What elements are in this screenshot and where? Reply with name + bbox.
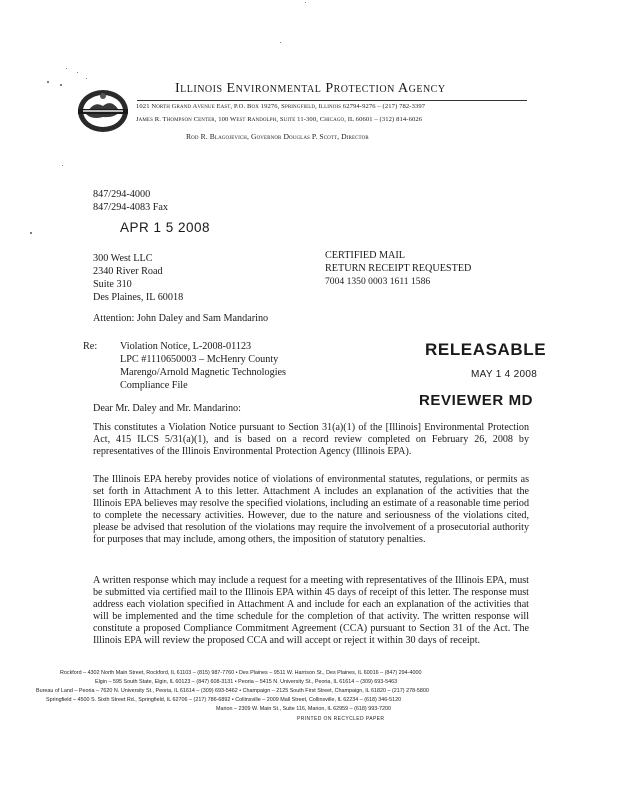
re-line-1: Violation Notice, L-2008-01123 — [120, 341, 252, 352]
releasable-stamp: RELEASABLE — [425, 340, 547, 359]
re-line-3: Marengo/Arnold Magnetic Technologies — [120, 367, 287, 378]
recipient-street: 2340 River Road — [93, 266, 163, 277]
release-date-stamp: MAY 1 4 2008 — [471, 369, 538, 380]
re-line-4: Compliance File — [120, 380, 188, 391]
footer-line-3: Bureau of Land – Peoria – 7620 N. University St., Peoria, IL 61614 – (309) 693-5462 • Champaign – 2125 South First Street, Champaign, IL 61820 – (217) 278-5800 — [36, 688, 429, 694]
phone-number: 847/294-4000 — [93, 189, 151, 200]
header-rule — [137, 100, 527, 101]
footer-line-2: Elgin – 595 South State, Elgin, IL 60123 – (847) 608-3131 • Peoria – 5415 N. University St., Peoria, IL 61614 – (309) 693-5463 — [95, 679, 398, 685]
illinois-epa-seal-icon — [74, 84, 132, 136]
certified-mail: CERTIFIED MAIL — [325, 250, 406, 261]
paragraph-2: The Illinois EPA hereby provides notice of violations of environmental statutes, regulations, or permits as set forth in Attachment A to this letter. Attachment A includes an explanation of the activities that the Illinois EPA believes may resolve the specified violations, including an estimate of a reasonable time period to complete the necessary activities. However, due to the nature and seriousness of the violations cited, please be advised that resolution of the violations may require the involvement of a prosecutorial authority for purposes that may include, among others, the imposition of statutory penalties. — [93, 474, 529, 546]
return-receipt: RETURN RECEIPT REQUESTED — [325, 263, 472, 274]
agency-name: Illinois Environmental Protection Agency — [175, 81, 446, 96]
agency-officials: Rod R. Blagojevich, Governor Douglas P. Scott, Director — [186, 132, 369, 141]
footer-line-1: Rockford – 4302 North Main Street, Rockford, IL 61103 – (815) 987-7760 • Des Plaines – 9511 W. Harrison St., Des Plaines, IL 60016 – (847) 294-4000 — [60, 670, 422, 676]
reviewer-stamp: REVIEWER MD — [419, 392, 534, 409]
recycled-paper-note: PRINTED ON RECYCLED PAPER — [297, 716, 385, 722]
date-stamp: APR 1 5 2008 — [120, 220, 211, 235]
attention-line: Attention: John Daley and Sam Mandarino — [93, 313, 269, 324]
tracking-number: 7004 1350 0003 1611 1586 — [325, 276, 431, 287]
paragraph-1: This constitutes a Violation Notice pursuant to Section 31(a)(1) of the [Illinois] Environmental Protection Act, 415 ILCS 5/31(a)(1), and is based on a record review completed on February 26, 2008 by representatives of the Illinois Environmental Protection Agency (Illinois EPA). — [93, 422, 529, 458]
recipient-city: Des Plaines, IL 60018 — [93, 292, 184, 303]
recipient-suite: Suite 310 — [93, 279, 132, 290]
re-label: Re: — [83, 341, 98, 352]
fax-number: 847/294-4083 Fax — [93, 202, 168, 213]
footer-line-4: Springfield – 4500 S. Sixth Street Rd., Springfield, IL 62706 – (217) 786-6892 • Collinsville – 2009 Mall Street, Collinsville, IL 62234 – (618) 346-5120 — [46, 697, 402, 703]
paragraph-3: A written response which may include a request for a meeting with representatives of the Illinois EPA, must be submitted via certified mail to the Illinois EPA within 45 days of receipt of this letter. The response must address each violation specified in Attachment A and include for each an explanation of the activities that will be implemented and the time schedule for the completion of that activity. The written response will constitute a proposed Compliance Commitment Agreement (CCA) pursuant to Section 31 of the Act. The Illinois EPA will review the proposed CCA and will accept or reject it within 30 days of receipt. — [93, 575, 529, 647]
salutation: Dear Mr. Daley and Mr. Mandarino: — [93, 403, 241, 414]
re-line-2: LPC #1110650003 – McHenry County — [120, 354, 279, 365]
agency-address-1: 1021 North Grand Avenue East, P.O. Box 19276, Springfield, Illinois 62794-9276 – (217) 782-3397 — [136, 103, 426, 110]
agency-address-2: James R. Thompson Center, 100 West Randolph, Suite 11-300, Chicago, IL 60601 – (312) 814-6026 — [136, 116, 423, 123]
footer-line-5: Marion – 2309 W. Main St., Suite 116, Marion, IL 62959 – (618) 993-7200 — [216, 706, 391, 712]
recipient-name: 300 West LLC — [93, 253, 153, 264]
